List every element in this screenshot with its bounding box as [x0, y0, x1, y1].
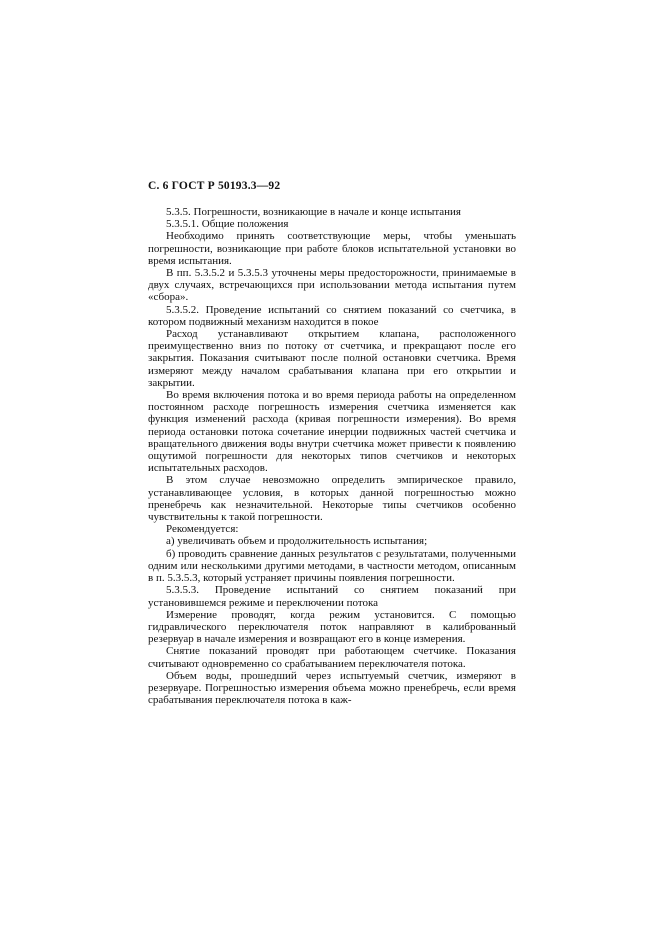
- paragraph: Объем воды, прошедший через испытуемый счетчик, измеряют в резервуаре. Погрешностью измерения объема можно пренебречь, если время срабатывания переключателя потока в каж-: [148, 669, 516, 707]
- paragraph: В пп. 5.3.5.2 и 5.3.5.3 уточнены меры предосторожности, принимаемые в двух случаях, встречающихся при использовании метода испытания путем «сбора».: [148, 267, 516, 304]
- document-body: [148, 206, 516, 706]
- page-header: С. 6 ГОСТ Р 50193.3—92: [148, 180, 281, 192]
- section-heading: 5.3.5. Погрешности, возникающие в начале и конце испытания: [166, 206, 461, 218]
- subsection-heading: 5.3.5.3. Проведение испытаний со снятием показаний при установившемся режиме и переключении потока: [148, 584, 516, 609]
- paragraph: Снятие показаний проводят при работающем счетчике. Показания считывают одновременно со срабатыванием переключателя потока.: [148, 645, 516, 670]
- subsection-heading: 5.3.5.2. Проведение испытаний со снятием показаний со счетчика, в котором подвижный механизм находится в покое: [148, 303, 516, 328]
- paragraph: Необходимо принять соответствующие меры, чтобы уменьшать погрешности, возникающие при работе блоков испытательной установки во время испытания.: [148, 230, 516, 267]
- paragraph: Во время включения потока и во время периода работы на определенном постоянном расходе погрешность измерения счетчика изменяется как функция изменений расхода (кривая погрешности измерения). Во время периода остановки потока сочетание инерции подвижных частей счетчика и вращательного движения воды внутри счетчика может привести к появлению ощутимой погрешности для некоторых типов счетчиков и некоторых испытательных расходов.: [148, 389, 516, 475]
- list-item: б) проводить сравнение данных результатов с результатами, полученными одним или несколькими другими методами, в частности методом, описанным в п. 5.3.5.3, который устраняет причины появления погрешности.: [148, 547, 516, 585]
- paragraph: Рекомендуется:: [166, 523, 239, 536]
- subsection-heading: 5.3.5.1. Общие положения: [166, 218, 289, 231]
- paragraph: Расход устанавливают открытием клапана, расположенного преимущественно вниз по потоку от счетчика, и прекращают после его закрытия. Показания считывают после полной остановки счетчика. Время измеряют между началом срабатывания клапана при его открытии и закрытии.: [148, 328, 516, 389]
- list-item: а) увеличивать объем и продолжительность испытания;: [166, 535, 428, 548]
- paragraph: В этом случае невозможно определить эмпирическое правило, устанавливающее условия, в которых данной погрешностью можно пренебречь как незначительной. Некоторые типы счетчиков особенно чувствительны к такой погрешности.: [148, 474, 516, 524]
- paragraph: Измерение проводят, когда режим установится. С помощью гидравлического переключателя поток направляют в калиброванный резервуар в начале измерения и возвращают его в конце измерения.: [148, 608, 516, 646]
